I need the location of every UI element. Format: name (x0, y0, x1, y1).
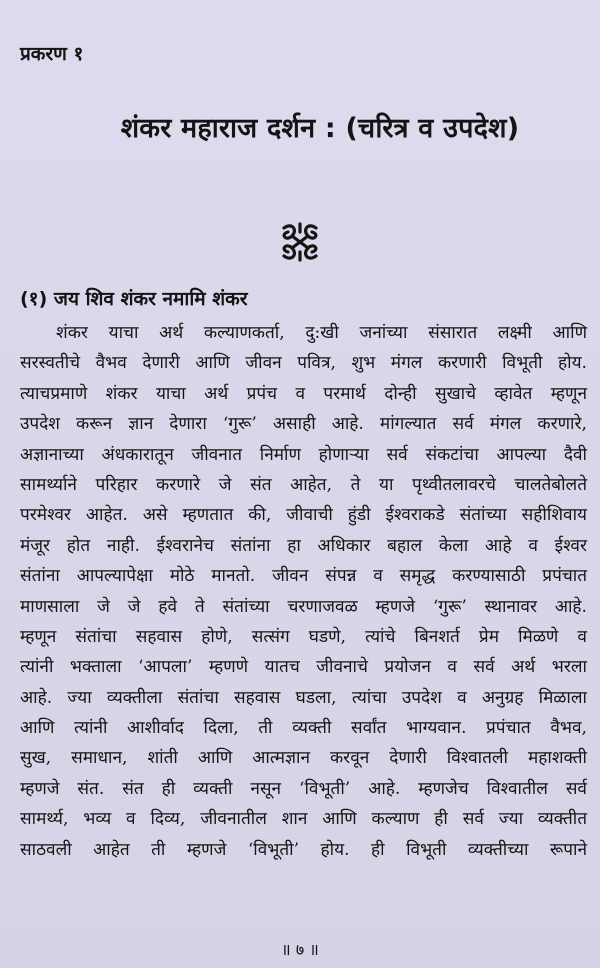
body-line: आहे. ज्या व्यक्तीला संतांचा सहवास घडला, त्यांचा उपदेश व अनुग्रह मिळाला (20, 687, 587, 708)
body-line: शंकर याचा अर्थ कल्याणकर्ता, दु:खी जनांच्या संसारात लक्ष्मी आणि (56, 323, 587, 343)
body-line: माणसाला जे जे हवे ते संतांच्या चरणाजवळ म्हणजे ‘गुरू’ स्थानावर आहे. (20, 596, 587, 617)
body-line: म्हणजे संत. संत ही व्यक्ती नसून ‘विभूती’ आहे. म्हणजेच विश्वातील सर्व (20, 778, 587, 799)
body-line: म्हणून संतांचा सहवास होणे, सत्संग घडणे, त्यांचे बिनशर्त प्रेम मिळणे व (20, 626, 587, 647)
body-line: अज्ञानाच्या अंधकारातून जीवनात निर्माण होणाऱ्या सर्व संकटांचा आपल्या दैवी (20, 444, 587, 465)
body-line: सामर्थ्याने परिहार करणारे जे संत आहेत, ते या पृथ्वीतलावरचे चालतेबोलते (20, 474, 587, 495)
body-line: संतांना आपल्यापेक्षा मोठे मानतो. जीवन संपन्न व समृद्ध करण्यासाठी प्रपंचात (20, 566, 587, 587)
chapter-label: प्रकरण १ (20, 43, 84, 65)
page-number: ॥ ७ ॥ (281, 940, 319, 959)
body-line: सामर्थ्य, भव्य व दिव्य, जीवनातील शान आणि कल्याण ही सर्व ज्या व्यक्तीत (20, 809, 587, 830)
body-line: त्यांनी भक्ताला ‘आपला’ म्हणणे यातच जीवनाचे प्रयोजन व सर्व अर्थ भरला (20, 657, 587, 678)
decorative-knot-icon (276, 218, 324, 266)
body-text (20, 318, 587, 865)
section-heading: (१) जय शिव शंकर नमामि शंकर (20, 288, 248, 310)
body-line: मंजूर होत नाही. ईश्वरानेच संतांना हा अधिकार बहाल केला आहे व ईश्वर (20, 535, 587, 556)
body-line: सुख, समाधान, शांती आणि आत्मज्ञान करवून देणारी विश्वातली महाशक्ती (20, 748, 587, 769)
body-line: परमेश्वर आहेत. असे म्हणतात की, जीवाची हुंडी ईश्वराकडे संतांच्या सहीशिवाय (20, 505, 587, 526)
body-line: त्याचप्रमाणे शंकर याचा अर्थ प्रपंच व परमार्थ दोन्ही सुखाचे व्हावेत म्हणून (20, 383, 587, 404)
body-line: साठवली आहेत ती म्हणजे ‘विभूती’ होय. ही विभूती व्यक्तीच्या रूपाने (20, 839, 587, 860)
page-title: शंकर महाराज दर्शन : (चरित्र व उपदेश) (120, 113, 520, 144)
body-line: उपदेश करून ज्ञान देणारा ‘गुरू’ असाही आहे. मांगल्यात सर्व मंगल करणारे, (20, 414, 587, 435)
body-line: सरस्वतीचे वैभव देणारी आणि जीवन पवित्र, शुभ मंगल करणारी विभूती होय. (20, 353, 587, 374)
body-line: आणि त्यांनी आशीर्वाद दिला, ती व्यक्ती सर्वांत भाग्यवान. प्रपंचात वैभव, (20, 718, 587, 739)
